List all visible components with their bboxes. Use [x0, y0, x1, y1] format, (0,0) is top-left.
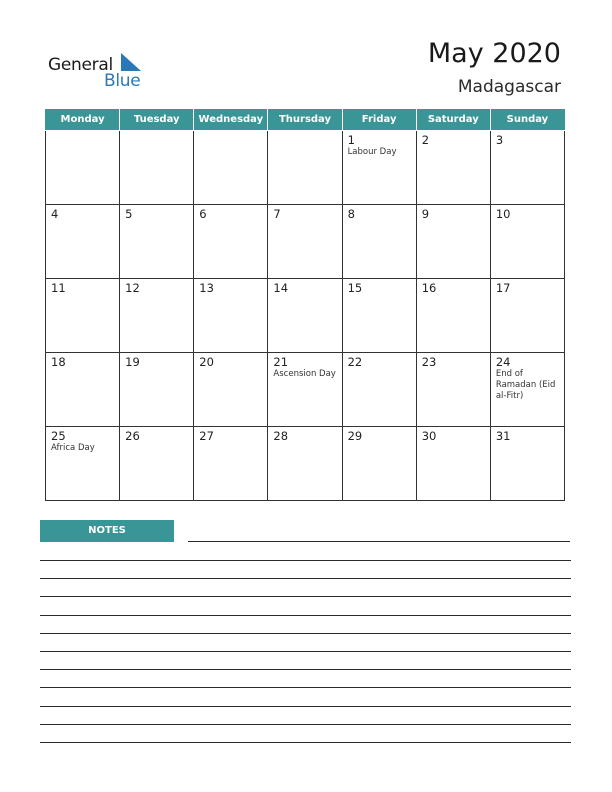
week-row — [46, 353, 565, 427]
day-cell — [342, 131, 416, 205]
day-cell — [342, 205, 416, 279]
day-cell — [268, 279, 342, 353]
day-number: 29 — [347, 429, 363, 443]
day-number: 25 — [51, 429, 66, 443]
weekday-header: Tuesday — [120, 109, 194, 131]
day-number: 27 — [199, 429, 214, 443]
weekday-header: Sunday — [490, 109, 564, 131]
day-cell — [268, 427, 342, 501]
logo-blue-text: Blue — [104, 71, 141, 91]
note-line — [40, 578, 571, 579]
day-cell — [194, 205, 268, 279]
week-row — [46, 427, 565, 501]
day-cell — [342, 427, 416, 501]
note-line — [40, 687, 571, 688]
day-cell — [416, 131, 490, 205]
weekday-header: Friday — [342, 109, 416, 131]
day-cell — [490, 353, 564, 427]
holiday-label: Labour Day — [347, 147, 397, 157]
day-number: 17 — [495, 281, 511, 295]
day-number: 13 — [199, 281, 214, 295]
day-cell — [490, 131, 564, 205]
holiday-label: End of Ramadan (Eid al-Fitr) — [495, 369, 556, 401]
weekday-header: Thursday — [268, 109, 342, 131]
day-number: 11 — [51, 281, 66, 295]
empty-day-cell — [120, 131, 194, 205]
logo-triangle-icon — [121, 52, 143, 72]
day-number: 28 — [273, 429, 289, 443]
day-number: 14 — [273, 281, 289, 295]
day-number: 5 — [125, 207, 133, 221]
country-name: Madagascar — [457, 77, 561, 97]
day-cell — [120, 205, 194, 279]
note-line — [40, 560, 571, 561]
weekday-header: Wednesday — [194, 109, 268, 131]
day-cell — [120, 279, 194, 353]
day-cell — [268, 205, 342, 279]
day-number: 16 — [421, 281, 437, 295]
day-number: 2 — [421, 133, 430, 147]
day-cell — [194, 353, 268, 427]
week-row — [46, 279, 565, 353]
note-line — [40, 706, 571, 707]
week-row — [46, 131, 565, 205]
day-number: 19 — [125, 355, 140, 369]
day-cell — [342, 353, 416, 427]
day-number: 8 — [347, 207, 355, 221]
day-cell — [416, 205, 490, 279]
note-line — [40, 596, 571, 597]
day-cell — [46, 427, 120, 501]
day-number: 18 — [51, 355, 66, 369]
day-cell — [416, 427, 490, 501]
logo-general-text: General — [48, 55, 113, 75]
notes-header: NOTES — [40, 520, 174, 542]
note-line — [40, 742, 571, 743]
weekday-header: Monday — [46, 109, 120, 131]
note-line — [40, 651, 571, 652]
day-cell — [46, 205, 120, 279]
day-cell — [46, 279, 120, 353]
day-number: 9 — [421, 207, 430, 221]
day-cell — [416, 279, 490, 353]
day-number: 15 — [347, 281, 363, 295]
day-number: 3 — [495, 133, 504, 147]
empty-day-cell — [46, 131, 120, 205]
general-blue-logo — [48, 52, 158, 92]
day-number: 10 — [495, 207, 511, 221]
day-number: 12 — [125, 281, 140, 295]
day-cell — [120, 353, 194, 427]
weekday-header-row — [46, 109, 565, 131]
day-number: 1 — [347, 133, 355, 147]
note-line — [40, 669, 571, 670]
holiday-label: Ascension Day — [273, 369, 336, 379]
day-number: 20 — [199, 355, 214, 369]
note-line — [188, 541, 570, 542]
day-number: 23 — [421, 355, 437, 369]
day-number: 22 — [347, 355, 363, 369]
day-number: 31 — [495, 429, 511, 443]
note-line — [40, 615, 571, 616]
day-number: 24 — [495, 355, 511, 369]
day-number: 6 — [199, 207, 207, 221]
day-number: 7 — [273, 207, 281, 221]
day-cell — [490, 427, 564, 501]
day-number: 26 — [125, 429, 140, 443]
day-cell — [490, 205, 564, 279]
empty-day-cell — [268, 131, 342, 205]
empty-day-cell — [194, 131, 268, 205]
day-number: 30 — [421, 429, 437, 443]
day-cell — [416, 353, 490, 427]
day-cell — [268, 353, 342, 427]
day-cell — [120, 427, 194, 501]
day-number: 4 — [51, 207, 59, 221]
day-cell — [194, 279, 268, 353]
page-title: May 2020 — [427, 38, 561, 69]
note-line — [40, 724, 571, 725]
day-cell — [46, 353, 120, 427]
week-row — [46, 205, 565, 279]
holiday-label: Africa Day — [51, 443, 95, 453]
day-cell — [490, 279, 564, 353]
calendar-grid — [45, 109, 565, 501]
note-line — [40, 633, 571, 634]
weekday-header: Saturday — [416, 109, 490, 131]
day-number: 21 — [273, 355, 289, 369]
day-cell — [342, 279, 416, 353]
day-cell — [194, 427, 268, 501]
